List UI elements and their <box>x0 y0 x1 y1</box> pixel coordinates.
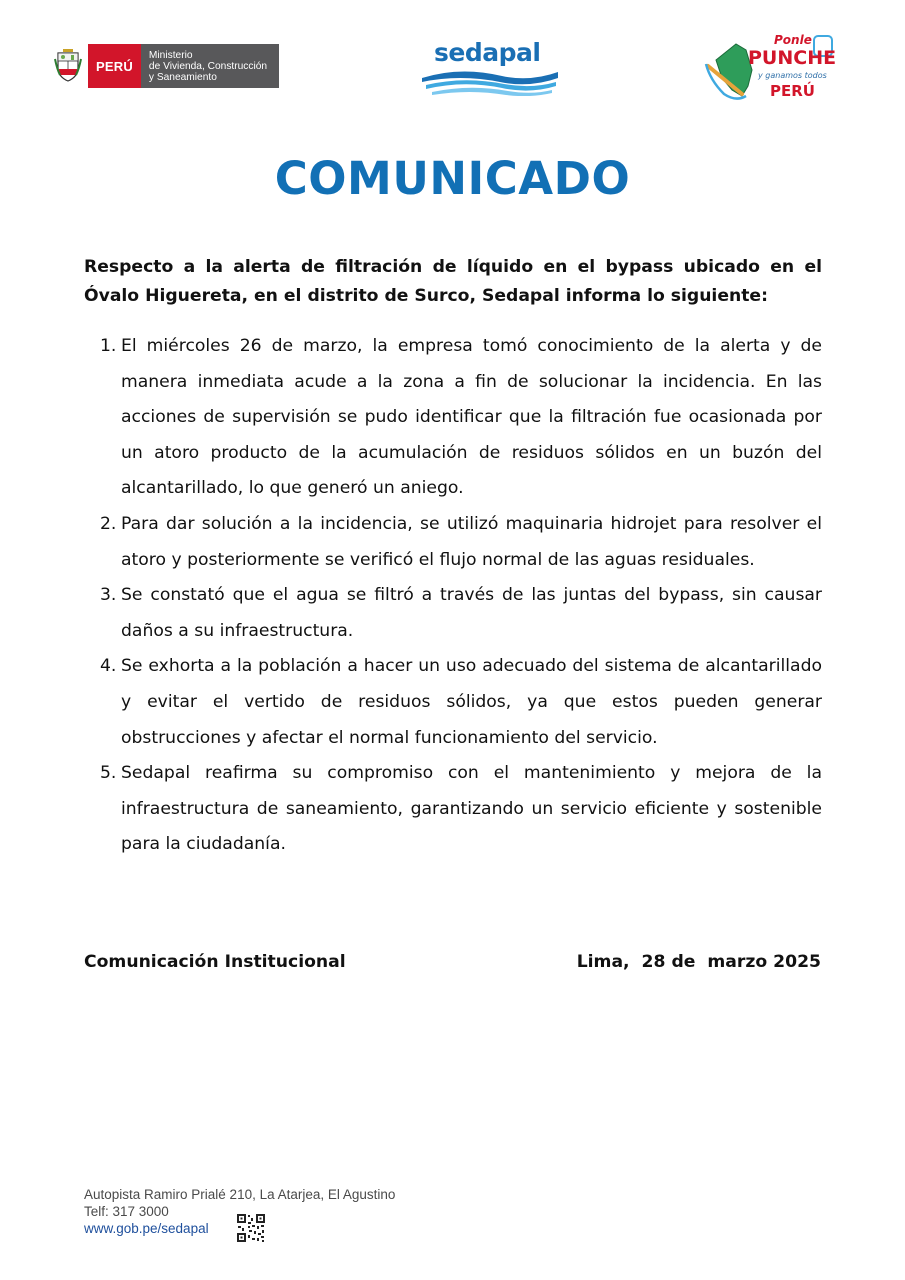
ministry-line-2: de Vivienda, Construcción <box>148 61 268 72</box>
list-item <box>84 756 822 863</box>
government-logo <box>54 44 279 88</box>
campaign-line-4: PERÚ <box>770 82 815 100</box>
sedapal-logo <box>420 38 560 98</box>
signature: Comunicación Institucional <box>84 952 346 972</box>
statement-list <box>84 329 822 863</box>
item-number: 3. <box>100 585 117 606</box>
list-item <box>84 507 822 578</box>
intro-paragraph: Respecto a la alerta de filtración de líquido en el bypass ubicado en el Óvalo Higuereta, en el distrito de Surco, Sedapal informa lo siguiente: <box>84 257 822 306</box>
ministry-line-1: Ministerio <box>148 50 193 61</box>
list-item <box>84 329 822 507</box>
item-text: El miércoles 26 de marzo, la empresa tomó conocimiento de la alerta y de manera inmediata acude a la zona a fin de solucionar la incidencia. En las acciones de supervisión se pudo identificar que la filtración fue ocasionada por un atoro producto de la acumulación de residuos sólidos en un buzón del alcantarillado, lo que generó un aniego. <box>121 336 822 499</box>
footer-phone: Telf: 317 3000 <box>84 1204 169 1219</box>
item-text: Se constató que el agua se filtró a través de las juntas del bypass, sin causar daños a su infraestructura. <box>121 585 822 641</box>
list-item <box>84 649 822 756</box>
item-number: 2. <box>100 513 117 534</box>
coat-of-arms-icon <box>54 49 82 83</box>
peru-label: PERÚ <box>88 44 141 88</box>
item-number: 5. <box>100 763 117 784</box>
qr-code-icon <box>236 1213 266 1243</box>
sedapal-wordmark: sedapal <box>434 38 541 67</box>
campaign-line-2: PUNCHE <box>748 47 837 69</box>
campaign-line-3: y ganamos todos <box>758 71 827 80</box>
ponle-punche-logo <box>702 30 840 106</box>
ministry-label <box>141 44 279 88</box>
water-waves-icon <box>420 68 560 96</box>
campaign-line-1: Ponle <box>774 33 812 47</box>
footer-address: Autopista Ramiro Prialé 210, La Atarjea, El Agustino <box>84 1187 396 1202</box>
ministry-line-3: y Saneamiento <box>148 72 217 83</box>
item-number: 4. <box>100 656 117 677</box>
item-number: 1. <box>100 336 117 356</box>
item-text: Sedapal reafirma su compromiso con el mantenimiento y mejora de la infraestructura de saneamiento, garantizando un servicio eficiente y sostenible para la ciudadanía. <box>121 763 822 855</box>
item-text: Para dar solución a la incidencia, se utilizó maquinaria hidrojet para resolver el atoro y posteriormente se verificó el flujo normal de las aguas residuales. <box>121 513 822 570</box>
footer-website-link[interactable]: www.gob.pe/sedapal <box>84 1221 209 1236</box>
page-title: COMUNICADO <box>274 152 631 205</box>
item-text: Se exhorta a la población a hacer un uso adecuado del sistema de alcantarillado y evitar el vertido de residuos sólidos, ya que estos pueden generar obstrucciones y afectar el normal funcionamiento del servicio. <box>121 656 822 748</box>
list-item <box>84 578 822 649</box>
issue-date: Lima, 28 de marzo 2025 <box>576 952 821 972</box>
